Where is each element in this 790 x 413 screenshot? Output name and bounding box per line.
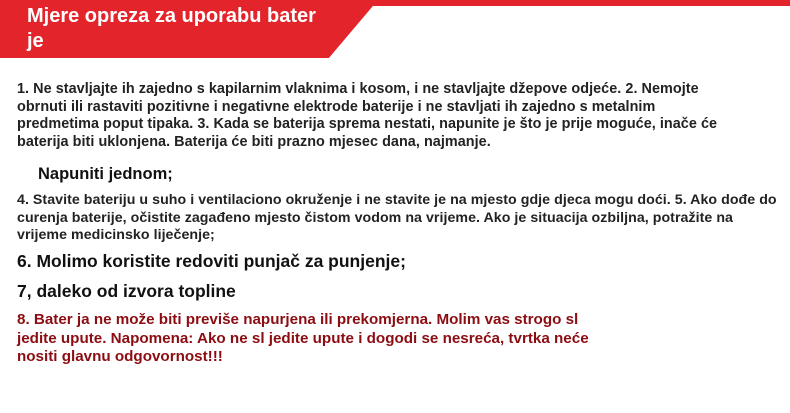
heat-source-instruction: 7, daleko od izvora topline xyxy=(17,281,236,301)
storage-leakage-text: 4. Stavite bateriju u suho i ventilaciono okruženje i ne stavite je na mjesto gdje djeca mogu doći. 5. Ako dođe do curenja baterije, očistite zagađeno mjesto čistom vodom na vrijeme. Ako je situacija ozbiljna, potražite na vrijeme medicinsko liječenje; xyxy=(17,192,777,243)
warning-text: 8. Bater ja ne može biti previše napurjena ili prekomjerna. Molim vas strogo sl jedite upute. Napomena: Ako ne sl jedite upute i dogodi se nesreća, tvrtka neće nositi glavnu odgovornost!!! xyxy=(17,311,589,365)
precautions-intro-text: 1. Ne stavljajte ih zajedno s kapilarnim vlaknima i kosom, i ne stavljajte džepove odjeće. 2. Nemojte obrnuti ili rastaviti pozitivne i negativne elektrode baterije i ne stavljati ih zajedno s metalnim predmetima poput tipaka. 3. Kada se baterija sprema nestati, napunite je što je prije moguće, inače će baterija biti uklonjena. Baterija će biti prazno mjesec dana, najmanje. xyxy=(17,81,718,150)
charge-heading: Napuniti jednom; xyxy=(38,165,173,183)
page-title: Mjere opreza za uporabu bater je xyxy=(27,5,316,52)
charger-instruction: 6. Molimo koristite redoviti punjač za punjenje; xyxy=(17,251,406,271)
